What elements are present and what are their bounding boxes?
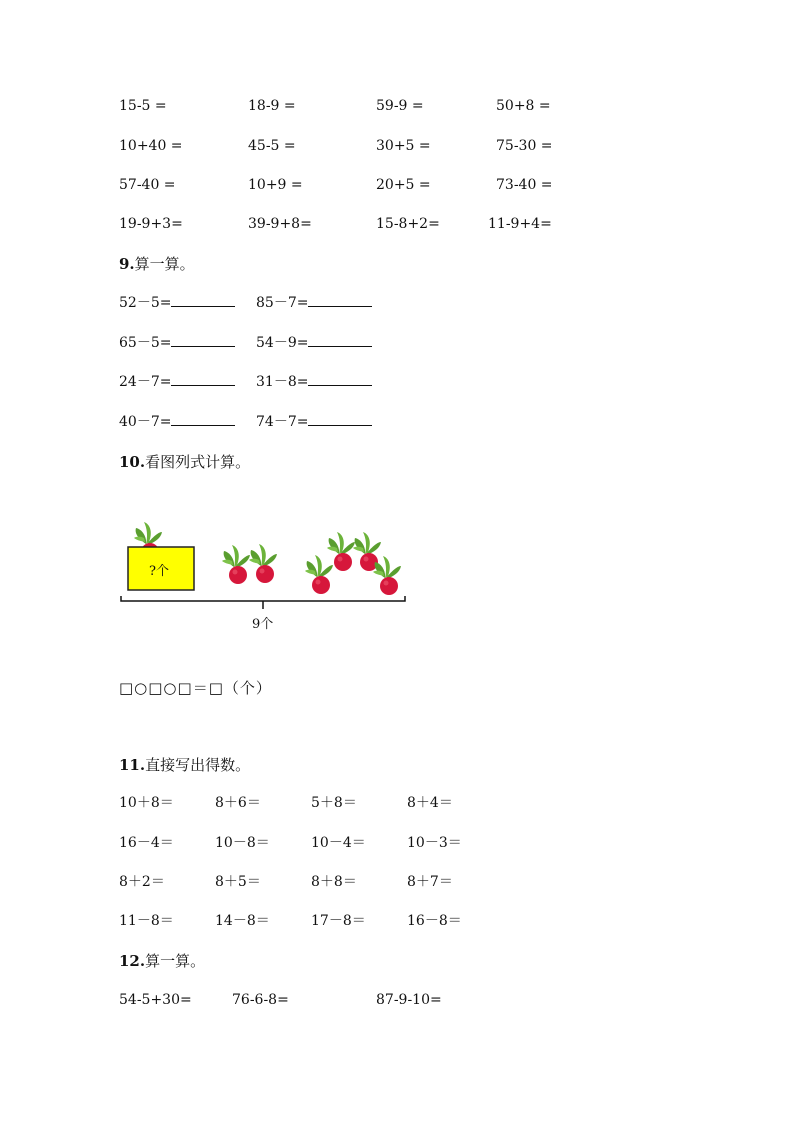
q9-row-3-right bbox=[256, 373, 372, 391]
q9-expr: 54－9= bbox=[256, 335, 309, 351]
q9-row-4-left bbox=[119, 413, 235, 431]
radish bbox=[305, 555, 333, 594]
q11-r3-c1: 8＋2＝ bbox=[119, 874, 165, 890]
box-label: ?个 bbox=[149, 564, 169, 579]
q11-r3-c3: 8＋8＝ bbox=[311, 874, 357, 890]
q12-item-1: 54-5+30= bbox=[119, 992, 192, 1008]
radish bbox=[327, 532, 355, 571]
answer-blank[interactable] bbox=[308, 334, 372, 347]
q12-number: 12. bbox=[119, 952, 146, 970]
answer-blank[interactable] bbox=[171, 334, 235, 347]
q9-expr: 85－7= bbox=[256, 295, 309, 311]
problem-1-1: 15-5 = bbox=[119, 98, 167, 114]
q9-expr: 24－7= bbox=[119, 374, 172, 390]
total-bracket bbox=[121, 596, 405, 601]
answer-blank[interactable] bbox=[308, 413, 372, 426]
q9-number: 9. bbox=[119, 255, 135, 273]
q10-heading bbox=[119, 453, 250, 471]
q9-row-4-right bbox=[256, 413, 372, 431]
q9-row-1-right bbox=[256, 294, 372, 312]
problem-3-1: 57-40 = bbox=[119, 177, 176, 193]
q11-r1-c2: 8＋6＝ bbox=[215, 795, 261, 811]
q12-item-2: 76-6-8= bbox=[232, 992, 289, 1008]
total-label: 9个 bbox=[252, 617, 274, 632]
q11-number: 11. bbox=[119, 756, 146, 774]
answer-blank[interactable] bbox=[171, 413, 235, 426]
q10-number: 10. bbox=[119, 453, 146, 471]
q9-title: 算一算。 bbox=[134, 255, 195, 273]
q9-expr: 52－5= bbox=[119, 295, 172, 311]
problem-4-1: 19-9+3= bbox=[119, 216, 183, 232]
q12-item-3: 87-9-10= bbox=[376, 992, 442, 1008]
q11-title: 直接写出得数。 bbox=[145, 756, 251, 774]
q9-row-2-right bbox=[256, 334, 372, 352]
q11-r4-c2: 14－8＝ bbox=[215, 913, 270, 929]
radish bbox=[249, 544, 277, 583]
q11-r2-c4: 10－3＝ bbox=[407, 835, 462, 851]
problem-2-1: 10+40 = bbox=[119, 138, 183, 154]
q12-heading bbox=[119, 952, 205, 970]
problem-2-3: 30+5 = bbox=[376, 138, 431, 154]
problem-3-3: 20+5 = bbox=[376, 177, 431, 193]
q11-r4-c1: 11－8＝ bbox=[119, 913, 174, 929]
problem-4-4: 11-9+4= bbox=[488, 216, 552, 232]
q10-title: 看图列式计算。 bbox=[145, 453, 251, 471]
answer-blank[interactable] bbox=[308, 373, 372, 386]
q11-heading bbox=[119, 756, 250, 774]
q9-row-1-left bbox=[119, 294, 235, 312]
q9-row-3-left bbox=[119, 373, 235, 391]
q11-r1-c1: 10＋8＝ bbox=[119, 795, 174, 811]
problem-1-4: 50+8 = bbox=[496, 98, 551, 114]
q9-expr: 31－8= bbox=[256, 374, 309, 390]
q9-row-2-left bbox=[119, 334, 235, 352]
answer-blank[interactable] bbox=[171, 294, 235, 307]
problem-2-4: 75-30 = bbox=[496, 138, 553, 154]
equation-template[interactable]: □○□○□＝□（个） bbox=[119, 679, 272, 697]
problem-1-3: 59-9 = bbox=[376, 98, 424, 114]
problem-1-2: 18-9 = bbox=[248, 98, 296, 114]
q9-expr: 40－7= bbox=[119, 414, 172, 430]
q12-title: 算一算。 bbox=[145, 952, 206, 970]
answer-blank[interactable] bbox=[171, 373, 235, 386]
q11-r3-c2: 8＋5＝ bbox=[215, 874, 261, 890]
q11-r4-c4: 16－8＝ bbox=[407, 913, 462, 929]
problem-3-4: 73-40 = bbox=[496, 177, 553, 193]
q11-r1-c3: 5＋8＝ bbox=[311, 795, 357, 811]
q11-r4-c3: 17－8＝ bbox=[311, 913, 366, 929]
q11-r2-c2: 10－8＝ bbox=[215, 835, 270, 851]
q9-expr: 65－5= bbox=[119, 335, 172, 351]
q9-expr: 74－7= bbox=[256, 414, 309, 430]
problem-2-2: 45-5 = bbox=[248, 138, 296, 154]
q11-r2-c3: 10－4＝ bbox=[311, 835, 366, 851]
problem-4-3: 15-8+2= bbox=[376, 216, 440, 232]
q11-r3-c4: 8＋7＝ bbox=[407, 874, 453, 890]
answer-blank[interactable] bbox=[308, 294, 372, 307]
q11-r2-c1: 16－4＝ bbox=[119, 835, 174, 851]
problem-4-2: 39-9+8= bbox=[248, 216, 312, 232]
problem-3-2: 10+9 = bbox=[248, 177, 303, 193]
q9-heading bbox=[119, 255, 195, 273]
radish bbox=[222, 545, 250, 584]
q11-r1-c4: 8＋4＝ bbox=[407, 795, 453, 811]
